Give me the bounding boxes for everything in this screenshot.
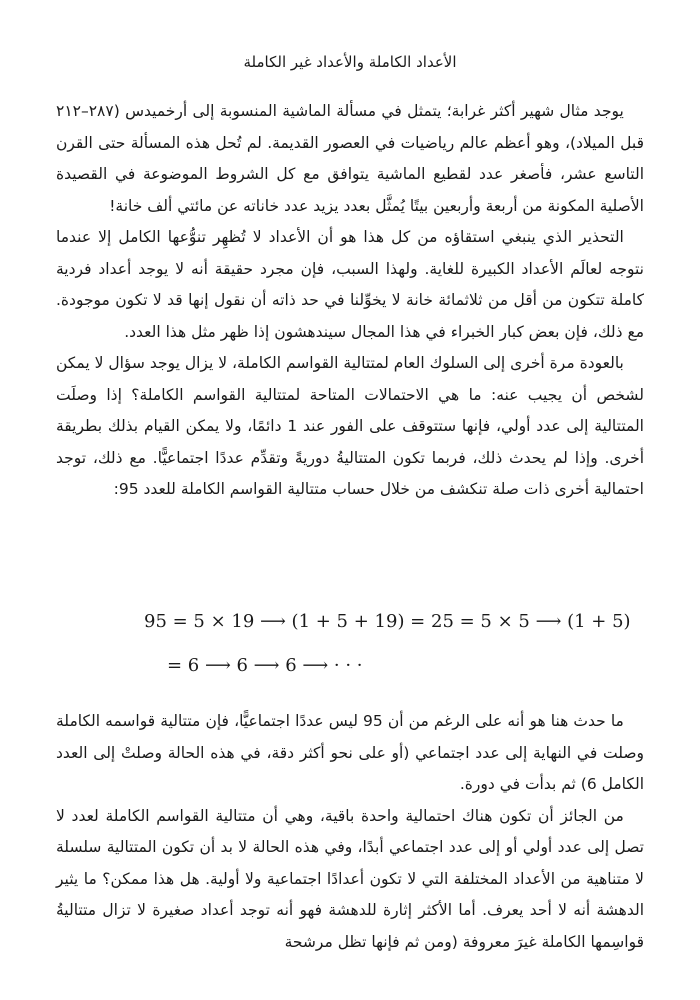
paragraph-95-explanation: ما حدث هنا هو أنه على الرغم من أن 95 ليس عددًا اجتماعيًّا، فإن متتالية قواسمه الكاملة وصلت في النهاية إلى عدد اجتماعي (أو على نحو أكثر دقة، في هذه الحالة وصلتْ إلى العدد الكامل 6) ثم بدأت في دورة. bbox=[56, 712, 644, 793]
lower-text-block bbox=[56, 706, 644, 958]
equation-line-1: 95 = 5 × 19 ⟶ (1 + 5 + 19) = 25 = 5 × 5 ⟶ (1 + 5) bbox=[144, 611, 631, 632]
equation-line-2: = 6 ⟶ 6 ⟶ 6 ⟶ · · · bbox=[167, 655, 363, 676]
running-header: الأعداد الكاملة والأعداد غير الكاملة bbox=[243, 53, 457, 71]
upper-text-block bbox=[56, 96, 644, 506]
paragraph-caution: التحذير الذي ينبغي استقاؤه من كل هذا هو أن الأعداد لا تُظهِر تنوُّعها الكامل إلا عندما نتوجه لعالَم الأعداد الكبيرة للغاية. ولهذا السبب، فإن مجرد حقيقة أنه لا يوجد أعداد فردية كاملة تتكون من أقل من ثلاثمائة خانة لا يخوِّلنا في حد ذاته أن نقول إنها قد لا تكون موجودة. مع ذلك، فإن بعض كبار الخبراء في هذا المجال سيندهشون إذا ظهر مثل هذا العدد. bbox=[56, 228, 644, 341]
paragraph-aliquot-question: بالعودة مرة أخرى إلى السلوك العام لمتتالية القواسم الكاملة، لا يزال يوجد سؤال لا يمكن لشخص أن يجيب عنه: ما هي الاحتمالات المتاحة لمتتالية القواسم الكاملة؟ إذا وصلَت المتتالية إلى عدد أولي، فإنها ستتوقف على الفور عند 1 دائمًا، ولا يمكن القيام بذلك بطريقة أخرى. وإذا لم يحدث ذلك، فربما تكون المتتاليةُ دوريةً وتقدِّم عددًا اجتماعيًّا. مع ذلك، توجد احتمالية أخرى ذات صلة تنكشف من خلال حساب متتالية القواسم الكاملة للعدد 95: bbox=[56, 354, 644, 498]
paragraph-archimedes: يوجد مثال شهير أكثر غرابة؛ يتمثل في مسألة الماشية المنسوبة إلى أرخميدس (٢٨٧–٢١٢ قبل الميلاد)، وهو أعظم عالم رياضيات في العصور القديمة. لم تُحل هذه المسألة حتى القرن التاسع عشر، فأصغر عدد لقطيع الماشية يتوافق مع كل الشروط الموضوعة في القصيدة الأصلية المكونة من أربعة وأربعين بيتًا يُمثَّل بعدد يزيد عدد خاناته عن مائتي ألف خانة! bbox=[56, 102, 644, 215]
paragraph-remaining-possibility: من الجائز أن تكون هناك احتمالية واحدة باقية، وهي أن متتالية القواسم الكاملة لعدد لا تصل إلى عدد أولي أو إلى عدد اجتماعي أبدًا، وفي هذه الحالة لا بد أن تكون المتتالية سلسلة لا متناهية من الأعداد المختلفة التي لا تكون أعدادًا اجتماعية ولا أولية. هل هذا ممكن؟ ما يثير الدهشة أنه لا أحد يعرف. أما الأكثر إثارة للدهشة فهو أنه توجد أعداد صغيرة لا تزال متتاليةُ قواسِمها الكاملة غيرَ معروفة (ومن ثم فإنها تظل مرشحة bbox=[56, 806, 644, 951]
